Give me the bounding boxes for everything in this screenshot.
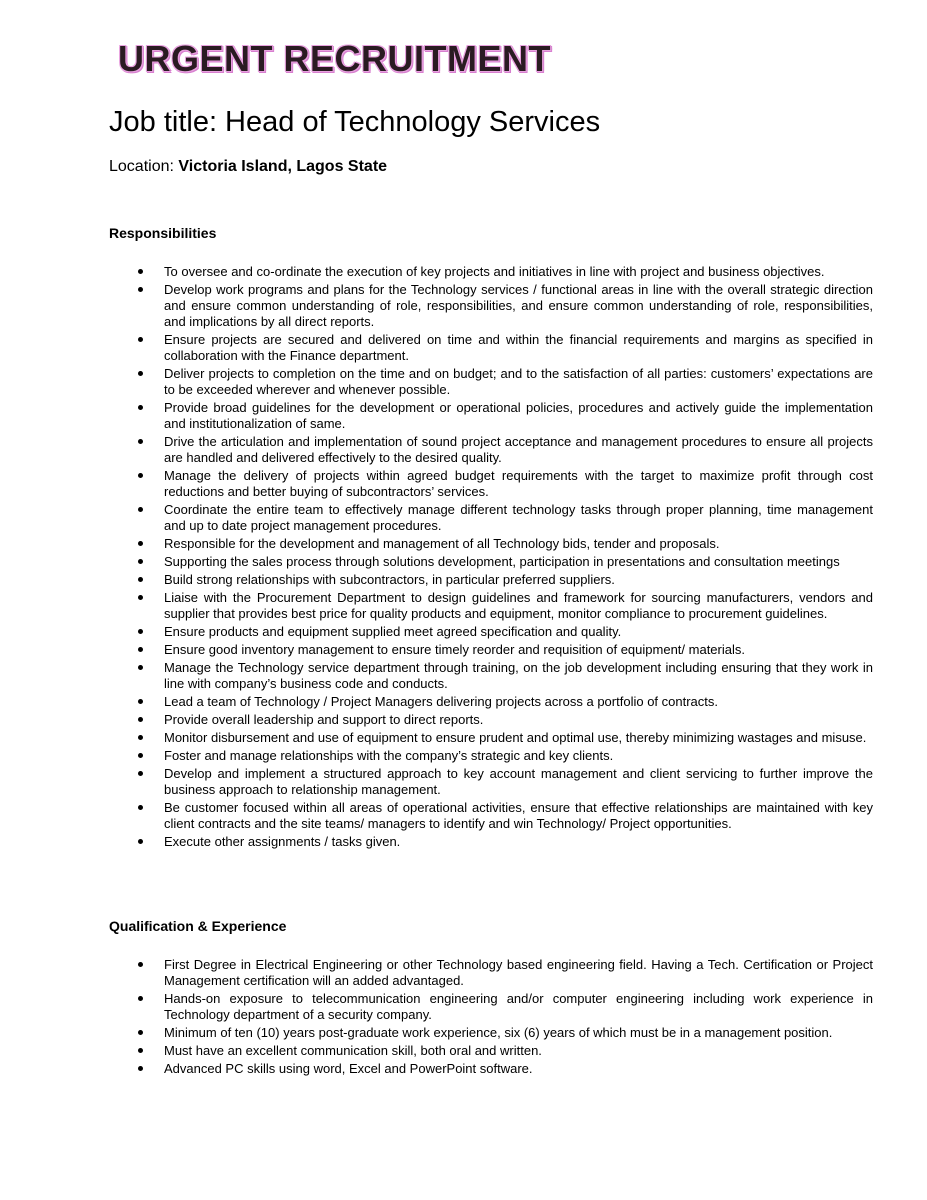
qualification-heading: Qualification & Experience	[109, 918, 287, 934]
qualification-list	[164, 957, 873, 1079]
list-item: Advanced PC skills using word, Excel and PowerPoint software.	[164, 1061, 873, 1077]
location-label: Location:	[109, 158, 179, 175]
list-item: To oversee and co-ordinate the execution of key projects and initiatives in line with project and business objectives.	[164, 264, 873, 280]
list-item: Liaise with the Procurement Department to design guidelines and framework for sourcing manufacturers, vendors and supplier that provides best price for quality products and equipment, monitor compliance to procurement guidelines.	[164, 590, 873, 621]
list-item: Deliver projects to completion on the time and on budget; and to the satisfaction of all parties: customers’ expectations are to be exceeded wherever and whenever possible.	[164, 366, 873, 397]
responsibilities-heading: Responsibilities	[109, 225, 217, 241]
list-item: Manage the Technology service department through training, on the job development including ensuring that they work in line with company’s business code and conducts.	[164, 660, 873, 691]
list-item: Hands-on exposure to telecommunication engineering and/or computer engineering including work experience in Technology department of a security company.	[164, 991, 873, 1022]
list-item: Minimum of ten (10) years post-graduate work experience, six (6) years of which must be in a management position.	[164, 1025, 873, 1041]
urgent-recruitment-headline: URGENT RECRUITMENT	[118, 38, 551, 79]
location-value: Victoria Island, Lagos State	[178, 158, 388, 175]
list-item: Foster and manage relationships with the company’s strategic and key clients.	[164, 748, 873, 764]
list-item: Responsible for the development and management of all Technology bids, tender and proposals.	[164, 536, 873, 552]
list-item: Manage the delivery of projects within agreed budget requirements with the target to maximize profit through cost reductions and better buying of subcontractors’ services.	[164, 468, 873, 499]
list-item: Must have an excellent communication skill, both oral and written.	[164, 1043, 873, 1059]
list-item: Develop and implement a structured approach to key account management and client servicing to further improve the business approach to relationship management.	[164, 766, 873, 797]
list-item: Develop work programs and plans for the Technology services / functional areas in line with the overall strategic direction and ensure common understanding of role, responsibilities, and ensure common understanding of role, responsibilities, and implications by all direct reports.	[164, 282, 873, 329]
list-item: Execute other assignments / tasks given.	[164, 834, 873, 850]
list-item: Lead a team of Technology / Project Managers delivering projects across a portfolio of contracts.	[164, 694, 873, 710]
list-item: Coordinate the entire team to effectively manage different technology tasks through proper planning, time management and up to date project management procedures.	[164, 502, 873, 533]
responsibilities-list	[164, 264, 873, 852]
list-item: Provide overall leadership and support to direct reports.	[164, 712, 873, 728]
list-item: Supporting the sales process through solutions development, participation in presentations and consultation meetings	[164, 554, 873, 570]
list-item: Drive the articulation and implementation of sound project acceptance and management procedures to ensure all projects are handled and delivered effectively to the desired quality.	[164, 434, 873, 465]
list-item: Build strong relationships with subcontractors, in particular preferred suppliers.	[164, 572, 873, 588]
list-item: First Degree in Electrical Engineering or other Technology based engineering field. Having a Tech. Certification or Project Management certification will an added advantaged.	[164, 957, 873, 988]
list-item: Provide broad guidelines for the development or operational policies, procedures and actively guide the implementation and institutionalization of same.	[164, 400, 873, 431]
list-item: Ensure products and equipment supplied meet agreed specification and quality.	[164, 624, 873, 640]
location-line	[109, 158, 387, 176]
list-item: Be customer focused within all areas of operational activities, ensure that effective relationships are maintained with key client contracts and the site teams/ managers to identify and win Technology/ Project opportunities.	[164, 800, 873, 831]
list-item: Ensure good inventory management to ensure timely reorder and requisition of equipment/ materials.	[164, 642, 873, 658]
list-item: Ensure projects are secured and delivered on time and within the financial requirements and margins as specified in collaboration with the Finance department.	[164, 332, 873, 363]
list-item: Monitor disbursement and use of equipment to ensure prudent and optimal use, thereby minimizing wastages and misuse.	[164, 730, 873, 746]
job-title: Job title: Head of Technology Services	[109, 106, 601, 138]
